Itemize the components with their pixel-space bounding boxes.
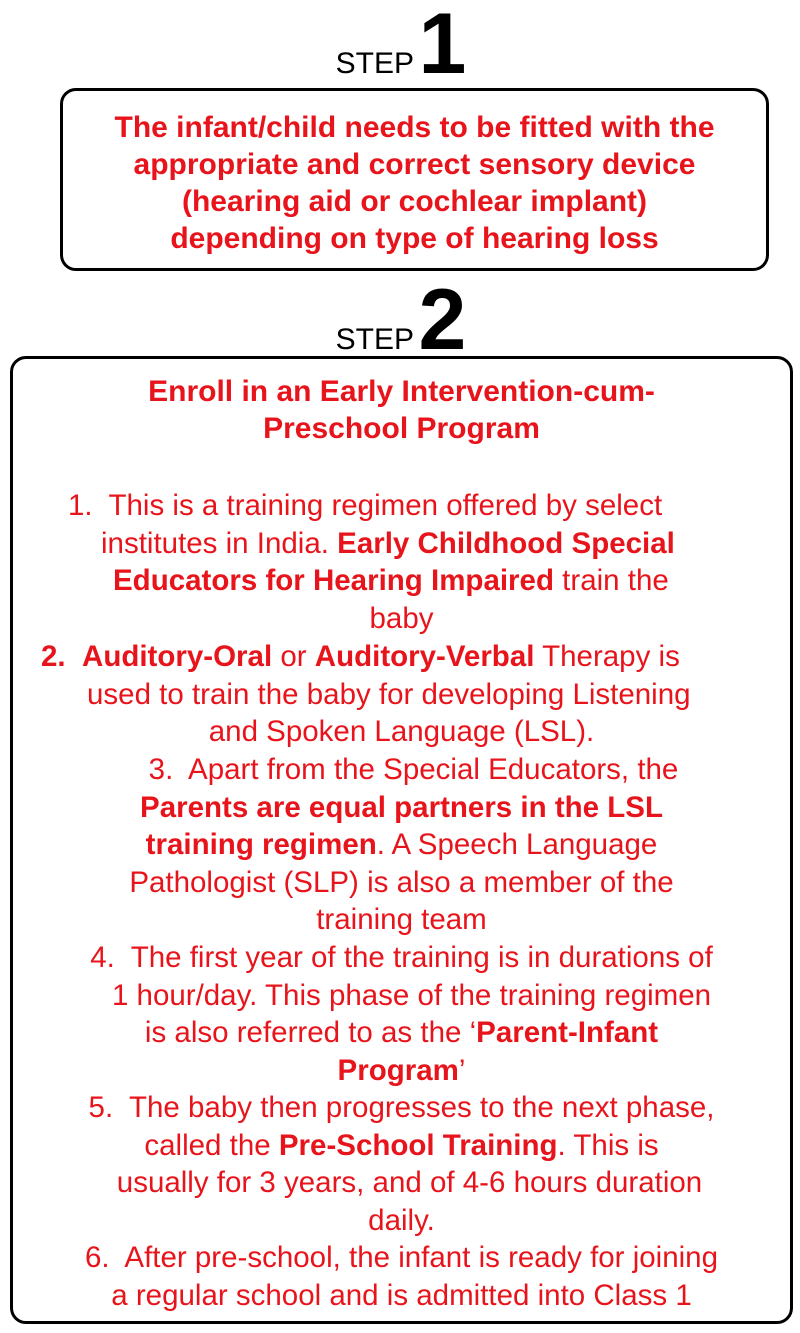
item-bold-text: training regimen [145, 828, 377, 861]
list-item-6 [13, 1239, 790, 1314]
item-text: baby [369, 601, 434, 635]
step-1-line: (hearing aid or cochlear implant) [181, 185, 648, 218]
step-1-line: depending on type of hearing loss [170, 222, 659, 255]
item-text: The baby then progresses to the next phase, [129, 1091, 715, 1124]
step-1-text [63, 109, 766, 257]
item-bold-text: Educators for Hearing Impaired [113, 564, 554, 597]
item-bold-text: Parent-Infant [476, 1016, 659, 1049]
item-text: and Spoken Language (LSL). [208, 715, 595, 748]
list-item-4 [13, 939, 790, 1089]
step-2-label: STEP [335, 323, 415, 356]
step-2-title [13, 373, 790, 447]
item-number: 1. [68, 489, 93, 522]
item-bold-text: Early Childhood Special [337, 526, 675, 560]
item-text: train the [562, 564, 669, 597]
item-text: The first year of the training is in durations of [130, 941, 713, 974]
item-text: Pathologist (SLP) is also a member of the [129, 865, 674, 899]
item-bold-text: Parents are equal partners in the LSL [140, 790, 663, 824]
item-text: 1 hour/day. This phase of the training regimen [111, 978, 712, 1012]
item-bold-text: Auditory-Verbal [314, 640, 535, 673]
item-number: 5. [88, 1091, 114, 1124]
item-text: institutes in India. [101, 526, 329, 560]
step-1-line: appropriate and correct sensory device [133, 148, 696, 181]
item-text: Therapy is [542, 640, 680, 673]
item-bold-text: Program [337, 1053, 459, 1087]
step-2-heading [0, 268, 800, 368]
step-2-number: 2 [418, 272, 465, 368]
item-number: 6. [85, 1241, 110, 1274]
item-text: ’ [458, 1053, 466, 1087]
item-text: a regular school and is admitted into Class 1 [111, 1278, 692, 1312]
list-item-2 [13, 638, 790, 751]
list-item-5 [13, 1089, 790, 1239]
item-number: 2. [41, 640, 66, 673]
list-item-1 [13, 487, 790, 637]
step-1-box [60, 88, 769, 271]
step-1-line: The infant/child needs to be fitted with the [114, 111, 715, 144]
item-text: used to train the baby for developing Listening [87, 677, 691, 711]
item-number: 4. [90, 941, 115, 974]
item-text: is also referred to as the ‘ [144, 1016, 477, 1049]
item-text: This is a training regimen offered by select [108, 489, 663, 522]
item-text: daily. [368, 1203, 435, 1237]
item-text: . A Speech Language [376, 828, 658, 861]
item-text: After pre-school, the infant is ready for joining [124, 1241, 718, 1274]
item-text: called the [144, 1128, 271, 1162]
item-number: 3. [148, 753, 174, 786]
item-text: Apart from the Special Educators, the [188, 753, 679, 786]
step-2-box [10, 356, 793, 1324]
step-2-title-line: Preschool Program [263, 412, 540, 445]
item-text: training team [316, 903, 487, 936]
item-bold-text: Auditory-Oral [82, 640, 273, 673]
item-bold-text: Pre-School Training [278, 1128, 558, 1162]
item-text: or [280, 640, 307, 673]
step-1-number: 1 [418, 0, 465, 92]
list-item-3 [13, 751, 790, 939]
step-2-title-line: Enroll in an Early Intervention-cum- [148, 375, 655, 408]
item-text: usually for 3 years, and of 4-6 hours duration [116, 1166, 703, 1199]
step-1-label: STEP [335, 47, 415, 80]
item-text: . This is [557, 1128, 659, 1162]
step-1-heading [0, 0, 800, 90]
